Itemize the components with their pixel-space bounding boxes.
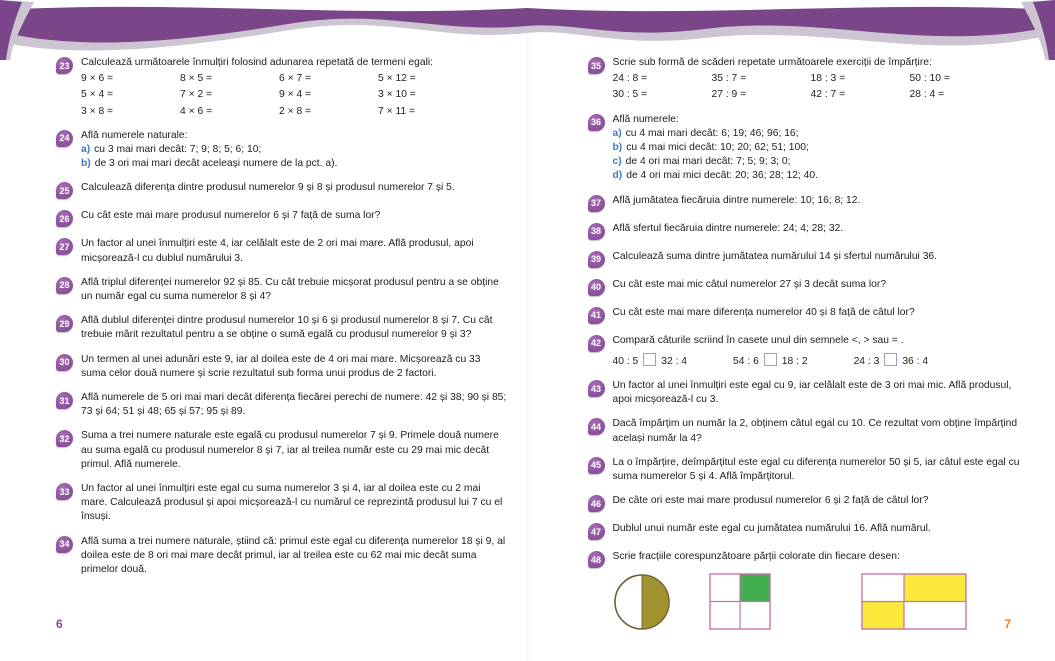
exercise-number-badge: 25 [56,182,73,199]
exercise-body [81,276,508,304]
exercise-33 [56,482,508,525]
exercise-number-badge: 33 [56,483,73,500]
exercise-text: Dacă împărțim un număr la 2, obținem câtul egal cu 10. Ce rezultat vom obține împărțind același număr la 4? [612,418,1018,444]
exercise-body [613,550,1034,631]
exercise-text: Cu cât este mai mare diferența numerelor 40 și 8 față de câtul lor? [612,306,915,318]
subitem-text: de 4 ori mai mici decât: 20; 36; 28; 12; 40. [626,170,818,182]
exercise-body [613,456,1034,484]
exercise-text: Află numerele de 5 ori mai mari decât diferența fiecărei perechi de numere: 42 și 38; 90 și 85; 73 și 64; 51 și 48; 65 și 57; 95 și 89. [81,392,507,418]
exercise-36 [588,113,1034,184]
exercise-39 [588,250,1034,268]
exercise-number-badge: 34 [56,536,73,553]
exercise-number-badge: 39 [588,251,605,268]
exercise-body [613,522,1034,540]
exercise-body [81,429,508,472]
exercise-number-badge: 42 [588,335,605,352]
fraction-drawings [613,573,1034,631]
exercise-number-badge: 32 [56,430,73,447]
exercise-body [81,535,508,578]
equation: 27 : 9 = [711,89,747,101]
exercise-number-badge: 41 [588,307,605,324]
exercise-45 [588,456,1034,484]
subitem-text: cu 4 mai mari decât: 6; 19; 46; 96; 16; [625,127,799,139]
exercise-number-badge: 36 [588,114,605,131]
exercise-text: Dublul unui număr este egal cu jumătatea numărului 16. Află numărul. [612,523,931,535]
exercise-29 [56,314,508,342]
exercise-body [81,56,508,119]
exercise-body [613,222,1034,240]
exercise-text: Cu cât este mai mic câtul numerelor 27 și 3 decât suma lor? [612,278,887,290]
subitem-label: a) [612,127,622,139]
equation: 2 × 8 = [279,105,312,117]
exercise-list [588,56,1034,631]
compare-left-expression: 54 : 6 [733,355,759,367]
exercise-body [81,391,508,419]
exercise-text: Scrie sub formă de scăderi repetate următoarele exerciții de împărțire: [612,57,932,68]
exercise-number-badge: 23 [56,57,73,74]
exercise-text: Un termen al unei adunări este 9, iar al doilea este de 4 ori mai mare. Micșorează cu 33 suma celor două numere și scrie rezultatul sub forma unui produs de 2 factori. [81,353,481,379]
exercise-number-badge: 28 [56,277,73,294]
equation: 24 : 8 = [612,73,648,85]
exercise-number-badge: 24 [56,130,73,147]
equation: 4 × 6 = [180,105,213,117]
subitem-label: a) [81,144,91,156]
exercise-text: Scrie fracțiile corespunzătoare părții colorate din fiecare desen: [612,551,900,563]
equation: 30 : 5 = [612,89,648,101]
exercise-text: Calculează următoarele înmulțiri folosind adunarea repetată de termeni egali: [81,57,434,68]
equation: 6 × 7 = [279,73,312,85]
equation: 18 : 3 = [810,73,846,85]
exercise-number-badge: 43 [588,380,605,397]
exercise-43 [588,379,1034,407]
exercise-37 [588,194,1034,212]
exercise-number-badge: 29 [56,315,73,332]
exercise-number-badge: 44 [588,418,605,435]
equation: 35 : 7 = [711,73,747,85]
exercise-40 [588,278,1034,296]
subitem [81,157,508,171]
exercise-body [613,113,1034,184]
exercise-text: Calculează diferența dintre produsul numerelor 9 și 8 și produsul numerelor 7 și 5. [81,182,455,194]
exercise-number-badge: 46 [588,495,605,512]
subitem-label: b) [81,158,91,170]
exercise-28 [56,276,508,304]
exercise-text: Află numerele: [612,113,679,125]
exercise-44 [588,417,1034,445]
subitem-text: de 4 ori mai mari decât: 7; 5; 9; 3; 0; [625,156,791,168]
exercise-number-badge: 38 [588,223,605,240]
exercise-46 [588,494,1034,512]
subitem [81,143,508,157]
exercise-text: Află sfertul fiecăruia dintre numerele: 24; 4; 28; 32. [612,222,844,234]
compare-right-expression: 36 : 4 [902,355,929,367]
equation: 7 × 11 = [378,105,416,117]
exercise-text: Compară câturile scriind în casete unul din semnele <, > sau = . [612,334,904,346]
exercise-body [81,209,508,227]
equation: 28 : 4 = [909,89,945,101]
subitem-text: cu 4 mai mici decât: 10; 20; 62; 51; 100; [626,142,809,154]
exercise-text: Află dublul diferenței dintre produsul numerelor 10 și 6 și produsul numerelor 8 și 7. Cu cât trebuie mărit rezultatul pentru a se obține o sumă egală cu produsul numerelor 9 și 3? [81,315,493,341]
exercise-body [613,334,1034,369]
exercise-body [81,181,508,199]
exercise-42 [588,334,1034,369]
exercise-35 [588,56,1034,103]
exercise-text: Suma a trei numere naturale este egală cu produsul numerelor 7 și 9. Primele două numere au suma egală cu produsul numerelor 8 și 7, iar al treilea număr este cu 29 mai mic decât primul. Află numerele. [81,430,499,470]
exercise-body [613,494,1034,512]
exercise-24 [56,129,508,172]
answer-box [643,353,656,366]
compare-left-expression: 40 : 5 [612,355,639,367]
exercise-body [81,237,508,265]
subitem [613,155,1034,169]
subitem-label: b) [612,142,623,154]
exercise-body [81,353,508,381]
equation: 3 × 10 = [378,89,416,101]
subitem-label: d) [612,170,623,182]
exercise-text: Află suma a trei numere naturale, știind că: primul este egal cu diferența numerelor 18 și 9, al doilea este de 8 ori mai mare decât primul, iar al treilea este cu 62 mai mic decât suma primelor două. [81,535,506,576]
exercise-list [56,56,508,577]
exercise-34 [56,535,508,578]
equation: 9 × 6 = [81,73,114,85]
fraction-drawing-circle-half [613,573,671,631]
exercise-25 [56,181,508,199]
subitem [613,141,1034,155]
answer-box [764,353,777,366]
equation: 42 : 7 = [810,89,846,101]
exercise-number-badge: 47 [588,523,605,540]
exercise-number-badge: 40 [588,279,605,296]
exercise-text: Calculează suma dintre jumătatea numărului 14 și sfertul numărului 36. [612,250,938,262]
exercise-26 [56,209,508,227]
equation: 8 × 5 = [180,73,213,85]
exercise-23 [56,56,508,119]
subitem-text: cu 3 mai mari decât: 7; 9; 8; 5; 6; 10; [94,144,262,156]
compare-pair [613,353,688,369]
exercise-body [613,194,1034,212]
compare-pair [733,353,808,369]
compare-pair [854,353,929,369]
equation: 50 : 10 = [909,73,950,85]
exercise-body [81,482,508,525]
equation: 5 × 12 = [378,73,416,85]
exercise-body [613,250,1034,268]
exercise-body [81,129,508,172]
exercise-number-badge: 27 [56,238,73,255]
exercise-41 [588,306,1034,324]
exercise-text: De câte ori este mai mare produsul numerelor 6 și 2 față de câtul lor? [612,495,929,507]
exercise-text: Un factor al unei înmulțiri este 4, iar celălalt este de 2 ori mai mare. Află produsul, apoi micșorează-l cu dublul numărului 3. [81,238,474,264]
page-number: 7 [1004,617,1011,631]
fraction-drawing-rect-two-quarters [861,573,967,630]
exercise-body [81,314,508,342]
exercise-body [613,278,1034,296]
exercise-text: Află triplul diferenței numerelor 92 și 85. Cu cât trebuie micșorat produsul pentru a se obține un număr egal cu suma numerelor 8 și 4? [81,276,499,303]
subitem-label: c) [612,156,622,168]
exercise-body [613,379,1034,407]
compare-right-expression: 32 : 4 [661,355,688,367]
exercise-30 [56,353,508,381]
exercise-47 [588,522,1034,540]
compare-right-expression: 18 : 2 [781,355,808,367]
subitem [613,169,1034,183]
exercise-31 [56,391,508,419]
equation: 3 × 8 = [81,105,114,117]
exercise-number-badge: 37 [588,195,605,212]
exercise-number-badge: 45 [588,457,605,474]
exercise-text: Află jumătatea fiecăruia dintre numerele: 10; 16; 8; 12. [612,194,861,206]
exercise-number-badge: 31 [56,392,73,409]
exercise-body [613,306,1034,324]
compare-left-expression: 24 : 3 [853,355,880,367]
exercise-number-badge: 30 [56,354,73,371]
equation: 7 × 2 = [180,89,213,101]
exercise-text: Află numerele naturale: [81,129,188,141]
page-number: 6 [56,617,63,631]
exercise-body [613,56,1034,103]
exercise-38 [588,222,1034,240]
compare-row [613,353,1034,369]
exercise-text: Un factor al unei înmulțiri este egal cu suma numerelor 3 și 4, iar al doilea este cu 2 mai mare. Calculează produsul și apoi micșorează-l cu numărul ce reprezintă produsul lui 7 cu el însuși. [81,483,503,523]
answer-box [884,353,897,366]
exercise-number-badge: 26 [56,210,73,227]
exercise-number-badge: 48 [588,551,605,568]
subitem-text: de 3 ori mai mari decât aceleași numere de la pct. a). [94,158,338,170]
equation-grid [81,72,508,119]
exercise-27 [56,237,508,265]
exercise-32 [56,429,508,472]
exercise-body [613,417,1034,445]
exercise-48 [588,550,1034,631]
exercise-number-badge: 35 [588,57,605,74]
subitem [613,127,1034,141]
equation: 5 × 4 = [81,89,114,101]
exercise-text: La o împărțire, deîmpărțitul este egal cu diferența numerelor 50 și 5, iar câtul este egal cu suma numerelor 5 și 4. Află împărțitorul. [612,456,1020,483]
equation: 9 × 4 = [279,89,312,101]
fraction-drawing-square-quarter [709,573,771,630]
exercise-text: Cu cât este mai mare produsul numerelor 6 și 7 față de suma lor? [81,210,381,222]
equation-grid [613,72,1034,102]
page-7 [528,0,1055,661]
exercise-text: Un factor al unei înmulțiri este egal cu 9, iar celălalt este de 3 ori mai mic. Află produsul, apoi micșorează-l cu 3. [612,380,1012,406]
